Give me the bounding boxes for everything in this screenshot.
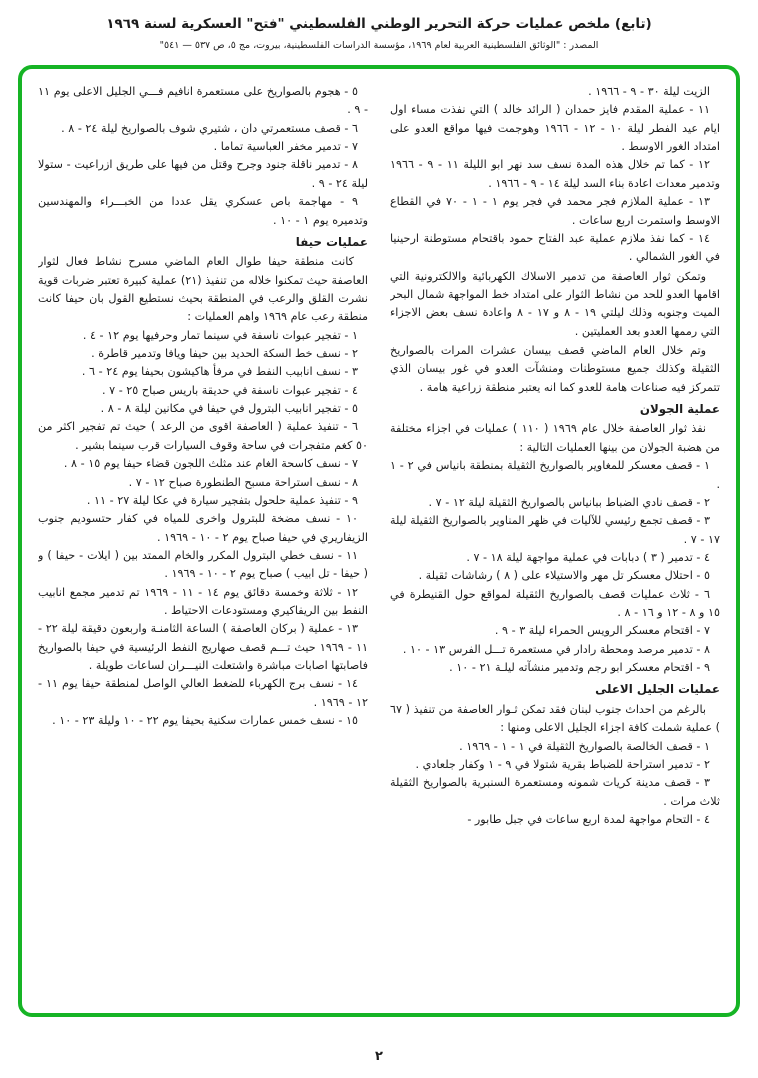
text-block: ٥ - هجوم بالصواريخ على مستعمرة انافيم فـــي الجليل الاعلى يوم ١١ - ٩ .: [38, 85, 368, 117]
text-block: ١١ - نسف خطي البترول المكرر والخام الممتد بين ( ايلات - حيفا ) و ( حيفا - تل ابيب ) صباح يوم ٢ - ١٠ - ١٩٦٩ .: [38, 548, 368, 581]
text-block: ١٥ - نسف خمس عمارات سكنية بحيفا يوم ٢٢ - ١٠ وليلة ٢٣ - ١٠ .: [52, 714, 358, 728]
page-number: ٢: [375, 1049, 383, 1064]
text-block: ١٠ - نسف مضخة للبترول واخرى للمياه في كفار حتسوديم جنوب الزيفاريري في حيفا صباح يوم ٢ - ١٠ - ١٩٦٩ .: [38, 512, 368, 544]
text-block: ٢ - تدمير استراحة للضباط بقرية شتولا في ٩ - ١ وكفار جلعادي .: [415, 757, 710, 771]
text-block: ٨ - نسف استراحة مسبح الطنطورة صباح ١٢ - ٧ .: [128, 475, 358, 489]
text-block: ٨ - تدمير ناقلة جنود وجرح وقتل من فيها على طريق ازراعيت - ستولا ليلة ٢٤ - ٩ .: [38, 158, 368, 190]
text-block: الزيت ليلة ٣٠ - ٩ - ١٩٦٦ .: [588, 85, 710, 98]
document-header: [0, 0, 758, 51]
two-column-layout: [38, 83, 720, 1003]
text-block: ٣ - قصف مدينة كريات شمونه ومستعمرة السنبرية بالصواريخ الثقيلة ثلاث مرات .: [390, 776, 720, 808]
text-block: ٥ - تفجير انابيب البترول في حيفا في مكانين ليلة ٨ - ٨ .: [100, 402, 358, 416]
text-block: ٦ - تنفيذ عملية ( العاصفة اقوى من الرعد ) حيث تم تفجير اكثر من ٥٠ كغم متفجرات في ساحة وقوف السيارات قرب سينما بشير .: [38, 420, 368, 452]
text-block: وتمكن ثوار العاصفة من تدمير الاسلاك الكهربائية والالكترونية التي اقامها العدو للحد من نشاط الثوار على امتداد خط المواجهة شمال البحر الميت وجنوبه وذلك ليلتي ١٩ - ٨ و ١٧ - ٨ واعادة نسف بعض الاجزاء التي رممها العدو بعد العمليتين .: [390, 269, 720, 338]
text-block: بالرغم من احداث جنوب لبنان فقد تمكن ثـوار العاصفة من تنفيذ ( ٦٧ ) عملية شملت كافة اجزاء الجليل الاعلى ومنها :: [390, 702, 720, 735]
text-block: ١٣ - عملية ( بركان العاصفة ) الساعة الثامنـة واربعون دقيقة ليلة ٢٢ - ١١ - ١٩٦٩ حيث تـــم قصف صهاريج النفط الرئيسية في حيفا بالصواريخ فاصابتها اصابات مباشرة واشتعلت النيـــران لساعات طويلة .: [38, 622, 368, 673]
section-heading: عمليات حيفا: [295, 234, 368, 249]
column-right: [390, 83, 720, 1003]
text-block: ١٤ - نسف برج الكهرباء للضغط العالي الواصل لمنطقة حيفا يوم ١١ - ١٢ - ١٩٦٩ .: [38, 677, 368, 709]
text-block: ١ - قصف معسكر للمغاوير بالصواريخ الثقيلة بمنطقة بانياس في ٢ - ١ .: [390, 459, 720, 491]
text-block: ١٣ - عملية الملازم فجر محمد في فجر يوم ١ - ١ - ٧٠ في القطاع الاوسط واستمرت اربع ساعات .: [390, 195, 720, 227]
text-block: ٣ - نسف انابيب النفط في مرفأ هاكيشون بحيفا يوم ٢٤ - ٦ .: [81, 365, 358, 379]
text-block: ٢ - قصف نادي الضباط ببانياس بالصواريخ الثقيلة ليلة ١٢ - ٧ .: [428, 495, 710, 509]
text-block: ٧ - تدمير مخفر العباسية تماما .: [213, 140, 358, 154]
text-block: ١١ - عملية المقدم فايز حمدان ( الرائد خالد ) التي نفذت مساء اول ايام عيد الفطر ليلة ١٠ - ١٢ - ١٩٦٦ وهوجمت فيها مواقع العدو على امتداد الغور الاوسط .: [390, 103, 720, 154]
source-line: المصدر : "الوثائق الفلسطينية العربية لعام ١٩٦٩، مؤسسة الدراسات الفلسطينية، بيروت، مج ٥، ص ٥٣٧ — ٥٤١": [159, 40, 599, 51]
text-block: ٩ - اقتحام معسكر ابو رجم وتدمير منشآته ليلـة ٢١ - ١٠ .: [449, 661, 710, 675]
text-block: ١٢ - كما تم خلال هذه المدة نسف سد نهر ابو الليلة ١١ - ٩ - ١٩٦٦ وتدمير معدات اعادة بناء السد ليلة ١٤ - ٩ - ١٩٦٦ .: [390, 158, 720, 190]
text-block: كانت منطقة حيفا طوال العام الماضي مسرح نشاط فعال لثوار العاصفة حيث تمكنوا خلاله من تنفيذ (٢١) عملية كبيرة تعتبر ضربات قوية نشرت القلق والرعب في المنطقة بحيث نستطيع القول بان حيفا كانت منطقة رعب عام ١٩٦٩ واهم العمليات :: [38, 255, 368, 324]
page-title: (تابع) ملخص عمليات حركة التحرير الوطني الفلسطيني "فتح" العسكرية لسنة ١٩٦٩: [106, 16, 652, 32]
text-block: ١ - تفجير عبوات ناسفة في سينما تمار وحرفيها يوم ١٢ - ٤ .: [82, 328, 358, 342]
text-block: ٤ - تفجير عبوات ناسفة في حديقة باريس صباح ٢٥ - ٧ .: [102, 383, 358, 397]
text-block: ٧ - نسف كاسحة الغام عند مثلث اللجون قضاء حيفا يوم ١٥ - ٨ .: [63, 457, 358, 471]
text-block: وتم خلال العام الماضي قصف بيسان عشرات المرات بالصواريخ الثقيلة وكذلك جميع مستوطنات ومنشآت العدو في غور بيسان الذي تتمركز فيه صناعات هامة للعدو كما انه يعتبر منطقة زراعية هامة .: [390, 344, 720, 394]
section-heading: عملية الجولان: [639, 402, 720, 417]
text-block: نفذ ثوار العاصفة خلال عام ١٩٦٩ ( ١١٠ ) عمليات في اجزاء مختلفة من هضبة الجولان من بينها العمليات التالية :: [390, 422, 720, 454]
text-block: ٣ - قصف تجمع رئيسي للآليات في ظهر المناوير بالصواريخ الثقيلة ليلة ١٧ - ٧ .: [390, 514, 720, 546]
text-block: ٦ - قصف مستعمرتي دان ، شتيري شوف بالصواريخ ليلة ٢٤ - ٨ .: [61, 121, 358, 135]
text-block: ١ - قصف الخالصة بالصواريخ الثقيلة في ١ - ١ - ١٩٦٩ .: [459, 739, 710, 753]
text-block: ٧ - اقتحام معسكر الرويس الحمراء ليلة ٣ - ٩ .: [494, 624, 710, 638]
green-border-frame: [18, 65, 740, 1017]
text-block: ٨ - تدمير مرصد ومحطة رادار في مستعمرة تـــل الفرس ١٣ - ١٠ .: [402, 642, 710, 656]
text-block: ٥ - احتلال معسكر تل مهر والاستيلاء على ( ٨ ) رشاشات ثقيلة .: [418, 569, 710, 583]
text-block: ١٢ - ثلاثة وخمسة دقائق يوم ١٤ - ١١ - ١٩٦٩ تم تدمير مجمع انابيب النفط بين الريفاكيري ومستودعات الاحتياط .: [38, 585, 368, 618]
text-block: ٤ - التحام مواجهة لمدة اربع ساعات في جبل طابور -: [467, 812, 710, 826]
text-block: ٤ - تدمير ( ٣ ) دبابات في عملية مواجهة ليلة ١٨ - ٧ .: [466, 550, 710, 564]
text-block: ٩ - تنفيذ عملية حلحول بتفجير سيارة في عكا ليلة ٢٧ - ١١ .: [86, 493, 358, 507]
text-block: ١٤ - كما نفذ ملازم عملية عبد الفتاح حمود باقتحام مستوطنة ارحينيا في الغور الشمالي .: [390, 231, 720, 264]
section-heading: عمليات الجليل الاعلى: [595, 682, 720, 697]
column-left: [38, 83, 368, 1003]
text-block: ٦ - ثلاث عمليات قصف بالصواريخ الثقيلة لمواقع حول القنيطرة في ١٥ و ٨ - ١٢ و ١٦ - ٨ .: [390, 587, 720, 620]
text-block: ٢ - نسف خط السكة الحديد بين حيفا ويافا وتدمير قاطرة .: [91, 347, 358, 361]
text-block: ٩ - مهاجمة باص عسكري يقل عددا من الخبـــراء والمهندسين وتدميره يوم ١ - ١٠ .: [38, 195, 368, 227]
